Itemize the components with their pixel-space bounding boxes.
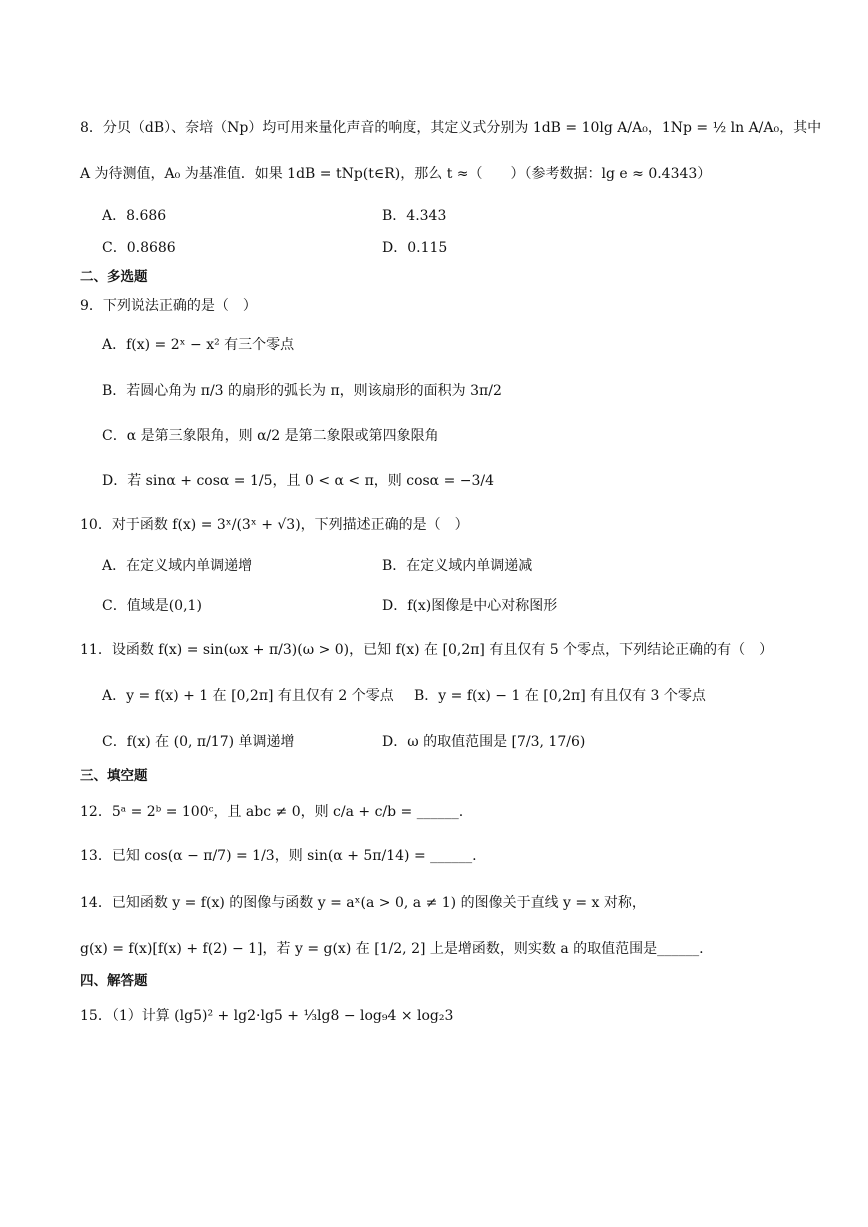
q8-line2: A 为待测值，A₀ 为基准值．如果 1dB = tNp(t∈R)，那么 t ≈（ ）（参考数据：lg e ≈ 0.4343） [80,166,712,182]
q8-line1: 8．分贝（dB）、奈培（Np）均可用来量化声音的响度，其定义式分别为 1dB = 10lg A/A₀，1Np = ½ ln A/A₀，其中 [80,120,822,136]
q11-option-c: C．f(x) 在 (0, π/17) 单调递增 [102,734,295,750]
q11-option-d: D．ω 的取值范围是 [7/3, 17/6) [382,734,586,750]
q8-option-b: B．4.343 [382,208,447,224]
section-heading-fill-blank: 三、填空题 [80,768,148,784]
q8-option-d: D．0.115 [382,240,448,256]
q10-option-c: C．值域是(0,1) [102,598,202,614]
q9-option-c: C．α 是第三象限角，则 α/2 是第二象限或第四象限角 [102,428,439,444]
q9-stem: 9．下列说法正确的是（ ） [80,298,257,314]
q11-option-a: A．y = f(x) + 1 在 [0,2π] 有且仅有 2 个零点 [102,688,394,704]
q11-option-b: B．y = f(x) − 1 在 [0,2π] 有且仅有 3 个零点 [414,688,706,704]
q8-option-a: A．8.686 [102,208,167,224]
q13: 13．已知 cos(α − π/7) = 1/3，则 sin(α + 5π/14) = ______. [80,848,477,864]
q12: 12．5ᵃ = 2ᵇ = 100ᶜ，且 abc ≠ 0，则 c/a + c/b = ______. [80,804,464,820]
q10-option-b: B．在定义域内单调递减 [382,558,533,574]
q14-line2: g(x) = f(x)[f(x) + f(2) − 1]，若 y = g(x) 在 [1/2, 2] 上是增函数，则实数 a 的取值范围是______. [80,941,704,957]
section-heading-solutions: 四、解答题 [80,973,148,989]
q9-option-b: B．若圆心角为 π/3 的扇形的弧长为 π，则该扇形的面积为 3π/2 [102,383,502,399]
q10-stem: 10．对于函数 f(x) = 3ˣ/(3ˣ + √3)，下列描述正确的是（ ） [80,517,469,533]
q15: 15．（1）计算 (lg5)² + lg2·lg5 + ⅓lg8 − log₉4 × log₂3 [80,1008,454,1024]
q14-line1: 14．已知函数 y = f(x) 的图像与函数 y = aˣ(a > 0, a ≠ 1) 的图像关于直线 y = x 对称， [80,895,646,911]
q9-option-a: A．f(x) = 2ˣ − x² 有三个零点 [102,337,295,353]
q10-option-d: D．f(x)图像是中心对称图形 [382,598,558,614]
section-heading-multi-choice: 二、多选题 [80,269,148,285]
q11-stem: 11．设函数 f(x) = sin(ωx + π/3)(ω > 0)，已知 f(x) 在 [0,2π] 有且仅有 5 个零点，下列结论正确的有（ ） [80,642,774,658]
q9-option-d: D．若 sinα + cosα = 1/5，且 0 < α < π，则 cosα = −3/4 [102,473,495,489]
q8-option-c: C．0.8686 [102,240,176,256]
q10-option-a: A．在定义域内单调递增 [102,558,253,574]
